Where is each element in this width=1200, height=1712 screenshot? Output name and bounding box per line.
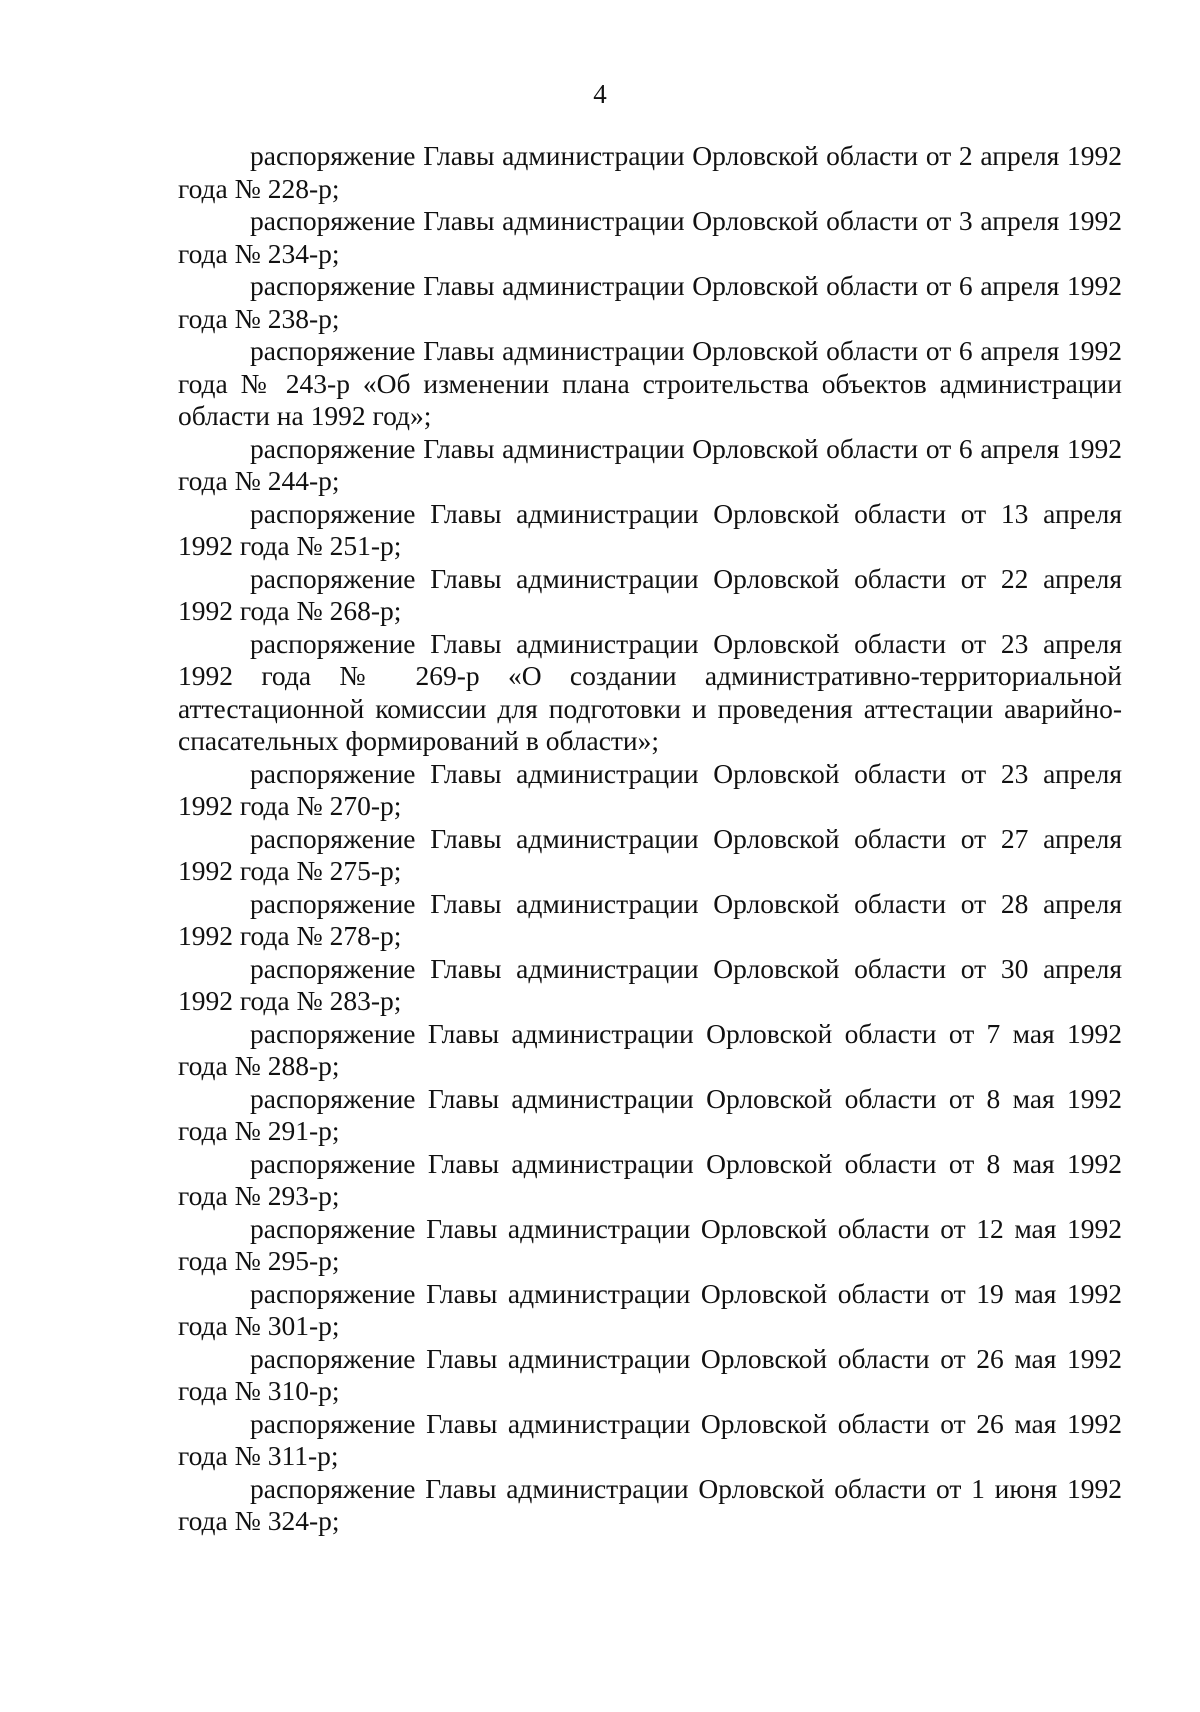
list-item: распоряжение Главы администрации Орловской области от 26 мая 1992 года № 310-р; bbox=[178, 1342, 1122, 1406]
list-item: распоряжение Главы администрации Орловской области от 22 апреля 1992 года № 268-р; bbox=[178, 562, 1122, 626]
list-item: распоряжение Главы администрации Орловской области от 7 мая 1992 года № 288-р; bbox=[178, 1017, 1122, 1081]
document-body bbox=[178, 140, 1122, 1538]
list-item: распоряжение Главы администрации Орловской области от 6 апреля 1992 года № 238-р; bbox=[178, 270, 1122, 334]
list-item: распоряжение Главы администрации Орловской области от 30 апреля 1992 года № 283-р; bbox=[178, 952, 1122, 1016]
list-item: распоряжение Главы администрации Орловской области от 12 мая 1992 года № 295-р; bbox=[178, 1212, 1122, 1276]
list-item: распоряжение Главы администрации Орловской области от 27 апреля 1992 года № 275-р; bbox=[178, 822, 1122, 886]
list-item: распоряжение Главы администрации Орловской области от 23 апреля 1992 года № 269-р «О создании административно-территориальной аттестационной комиссии для подготовки и проведения аттестации аварийно-спасательных формирований в области»; bbox=[178, 627, 1122, 756]
list-item: распоряжение Главы администрации Орловской области от 3 апреля 1992 года № 234-р; bbox=[178, 205, 1122, 269]
list-item: распоряжение Главы администрации Орловской области от 28 апреля 1992 года № 278-р; bbox=[178, 887, 1122, 951]
list-item: распоряжение Главы администрации Орловской области от 2 апреля 1992 года № 228-р; bbox=[178, 140, 1122, 204]
list-item: распоряжение Главы администрации Орловской области от 8 мая 1992 года № 291-р; bbox=[178, 1082, 1122, 1146]
list-item: распоряжение Главы администрации Орловской области от 23 апреля 1992 года № 270-р; bbox=[178, 757, 1122, 821]
list-item: распоряжение Главы администрации Орловской области от 1 июня 1992 года № 324-р; bbox=[178, 1472, 1122, 1536]
list-item: распоряжение Главы администрации Орловской области от 13 апреля 1992 года № 251-р; bbox=[178, 497, 1122, 561]
list-item: распоряжение Главы администрации Орловской области от 26 мая 1992 года № 311-р; bbox=[178, 1407, 1122, 1471]
page-number: 4 bbox=[593, 79, 607, 109]
list-item: распоряжение Главы администрации Орловской области от 6 апреля 1992 года № 244-р; bbox=[178, 432, 1122, 496]
list-item: распоряжение Главы администрации Орловской области от 19 мая 1992 года № 301-р; bbox=[178, 1277, 1122, 1341]
list-item: распоряжение Главы администрации Орловской области от 6 апреля 1992 года № 243-р «Об изменении плана строительства объектов администрации области на 1992 год»; bbox=[178, 335, 1122, 431]
list-item: распоряжение Главы администрации Орловской области от 8 мая 1992 года № 293-р; bbox=[178, 1147, 1122, 1211]
